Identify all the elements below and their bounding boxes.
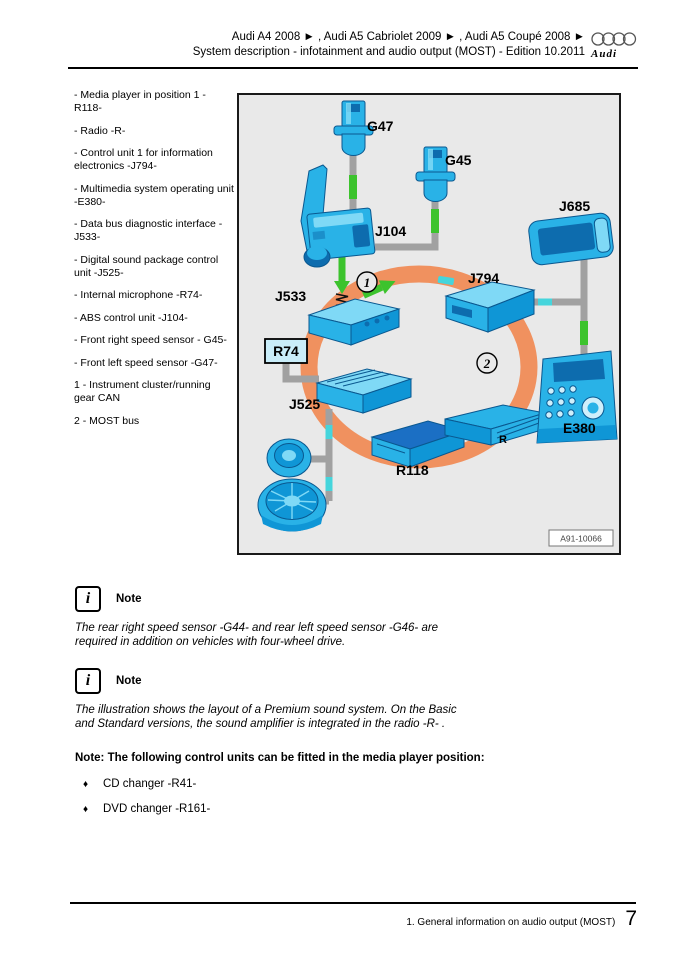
fitting-heading: Note: The following control units can be fitted in the media player position: — [75, 752, 485, 764]
diamond-bullet-icon: ♦ — [83, 779, 89, 790]
bullet-text: CD changer -R41- — [103, 778, 197, 790]
label-j685: J685 — [559, 198, 591, 214]
bullet-item — [75, 778, 490, 790]
bullet-text: DVD changer -R161- — [103, 803, 211, 815]
legend-item: - Internal microphone -R74- — [74, 289, 203, 301]
legend-item: - ABS control unit -J104- — [74, 311, 188, 324]
legend-item: - Digital sound package control unit -J525- — [74, 253, 219, 279]
note-info-icon: i — [75, 668, 101, 694]
audi-logo — [591, 31, 639, 60]
label-g47: G47 — [367, 118, 394, 134]
speaker-wire-segment — [326, 425, 333, 439]
note-text: The rear right speed sensor -G44- and rear left speed sensor -G46- are required in addition on vehicles with four-wheel drive. — [75, 622, 439, 648]
diagram-panel — [237, 93, 621, 555]
bullet-item — [75, 803, 490, 815]
wire-g47-signal-segment — [349, 175, 357, 199]
diamond-bullet-icon: ♦ — [83, 804, 89, 815]
note-info-icon: i — [75, 586, 101, 612]
legend-item: - Multimedia system operating unit -E380- — [74, 182, 234, 208]
fitting-note — [75, 751, 490, 815]
label-j525: J525 — [289, 396, 321, 412]
legend-item: 2 - MOST bus — [74, 414, 140, 427]
speaker-wire-segment — [326, 477, 333, 491]
header — [65, 30, 585, 60]
j525-amplifier — [317, 369, 411, 413]
audi-rings-icon — [591, 31, 637, 48]
label-j104: J104 — [375, 223, 407, 239]
legend-item: - Control unit 1 for information electronics -J794- — [74, 147, 213, 172]
legend-item: - Front left speed sensor -G47- — [74, 356, 218, 369]
footer-rule — [70, 902, 636, 904]
legend-item: - Data bus diagnostic interface -J533- — [74, 218, 223, 243]
note-label: Note — [116, 675, 142, 687]
note-block — [75, 586, 475, 649]
legend-item: - Radio -R- — [74, 124, 126, 137]
legend-item: - Media player in position 1 - R118- — [74, 89, 206, 114]
label-r: R — [499, 434, 507, 446]
footer — [406, 907, 637, 931]
note-text: The illustration shows the layout of a Premium sound system. On the Basic and Standard versions, the sound amplifier is integrated in the radio -R- . — [75, 704, 457, 730]
page-number: 7 — [625, 907, 637, 930]
wire-e380-signal-segment — [580, 321, 588, 345]
note-label: Note — [116, 593, 142, 605]
large-speaker — [258, 479, 326, 532]
header-title-line: System description - infotainment and audio output (MOST) - Edition 10.2011 — [192, 46, 585, 58]
callout-1: 1 — [363, 275, 371, 290]
label-j533: J533 — [275, 288, 307, 304]
label-r118: R118 — [396, 462, 429, 478]
component-legend — [74, 89, 234, 437]
wire-fiber-segment — [538, 299, 552, 306]
label-r74: R74 — [273, 343, 299, 359]
legend-item: - Front right speed sensor - G45- — [74, 334, 227, 346]
label-j794: J794 — [468, 270, 500, 286]
callout-2: 2 — [483, 356, 491, 371]
audi-logo-text: Audi — [591, 48, 618, 60]
footer-section-title: 1. General information on audio output (MOST) — [406, 917, 616, 928]
small-speaker — [267, 439, 311, 477]
legend-item: 1 - Instrument cluster/running gear CAN — [74, 379, 211, 404]
diagram-code: A91-10066 — [560, 533, 602, 544]
wire-g45-signal-segment — [431, 209, 439, 233]
header-rule — [68, 67, 638, 69]
header-models-line: Audi A4 2008 ► , Audi A5 Cabriolet 2009 ► , Audi A5 Coupé 2008 ► — [231, 31, 585, 43]
note-block — [75, 668, 475, 731]
j685-display — [528, 212, 615, 266]
j104-abs-unit — [301, 165, 375, 267]
most-diagram — [239, 95, 619, 553]
wire-j794-j685-e380 — [534, 259, 584, 361]
label-g45: G45 — [445, 152, 472, 168]
label-e380: E380 — [563, 420, 596, 436]
